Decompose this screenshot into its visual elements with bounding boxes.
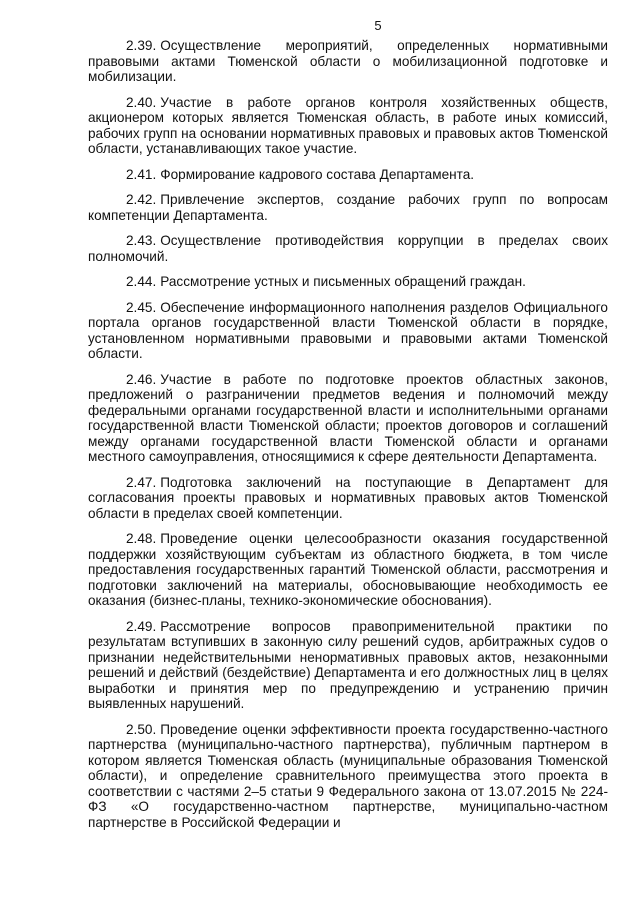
paragraph-text: Проведение оценки эффективности проекта государственно-частного партнерства (муниципально-частного партнерства), публичным партнером в котором является Тюменская область (муниципальные образования Тюменской области), и определение сравнительного преимущества этого проекта в соответствии с частями 2–5 статьи 9 Федерального закона от 13.07.2015 № 224-ФЗ «О государственно-частном партнерстве, муниципально-частном партнерстве в Российской Федерации и [88,721,608,830]
paragraph-2-39 [88,38,608,85]
paragraph-text: Рассмотрение вопросов правоприменительной практики по результатам вступивших в законную силу решений судов, арбитражных судов о признании недействительными ненормативных правовых актов, незаконными решений и действий (бездействие) Департамента и его должностных лиц в целях выработки и принятия мер по предупреждению и устранению причин выявленных нарушений. [88,618,608,711]
paragraph-2-40 [88,95,608,157]
paragraph-text: Обеспечение информационного наполнения разделов Официального портала органов государственной власти Тюменской области в порядке, установленном нормативными правовыми и правовыми актами Тюменской области. [88,299,608,361]
paragraph-number: 2.48. [126,531,157,546]
paragraph-text: Проведение оценки целесообразности оказания государственной поддержки хозяйствующим субъектам из областного бюджета, в том числе предоставления государственных гарантий Тюменской области, рассмотрения и подготовки заключений на материалы, обосновывающие необходимость ее оказания (бизнес-планы, технико-экономические обоснования). [88,531,608,608]
paragraph-text: Формирование кадрового состава Департамента. [160,166,475,182]
paragraph-number: 2.43. [126,233,157,248]
paragraph-2-49 [88,619,608,712]
paragraph-text: Подготовка заключений на поступающие в Департамент для согласования проекты правовых и нормативных правовых актов Тюменской области в пределах своей компетенции. [88,474,608,521]
paragraph-number: 2.46. [126,371,157,387]
paragraph-number: 2.44. [126,274,157,289]
paragraph-text: Рассмотрение устных и письменных обращений граждан. [160,274,526,289]
paragraph-2-46 [88,372,608,465]
paragraph-2-50 [88,722,608,831]
paragraph-text: Привлечение экспертов, создание рабочих групп по вопросам компетенции Департамента. [88,192,608,223]
page-number: 5 [374,18,382,33]
paragraph-2-45 [88,300,608,362]
paragraph-number: 2.42. [126,192,157,207]
paragraph-text: Участие в работе органов контроля хозяйственных обществ, акционером которых является Тюменская область, в работе иных комиссий, рабочих групп на основании нормативных правовых и правовых актов Тюменской области, устанавливающих такое участие. [88,94,608,156]
paragraph-number: 2.49. [126,618,157,634]
paragraph-text: Осуществление противодействия коррупции в пределах своих полномочий. [88,233,608,264]
paragraph-number: 2.40. [126,94,157,110]
paragraph-2-47 [88,475,608,522]
paragraph-number: 2.50. [126,721,157,737]
paragraph-text: Участие в работе по подготовке проектов областных законов, предложений о разграничении предметов ведения и полномочий между федеральными органами государственной власти и исполнительными органами государственной власти Тюменской области; проектов договоров и соглашений между органами государственной власти Тюменской области и органами местного самоуправления, относящимися к сфере деятельности Департамента. [88,371,608,464]
paragraph-2-43 [88,233,608,264]
paragraph-2-44 [88,274,608,290]
paragraph-2-42 [88,192,608,223]
paragraph-2-41 [88,167,608,183]
paragraph-number: 2.41. [126,166,157,182]
paragraph-number: 2.45. [126,299,157,315]
paragraph-2-48 [88,531,608,609]
paragraph-number: 2.47. [126,474,157,490]
paragraph-text: Осуществление мероприятий, определенных нормативными правовыми актами Тюменской области о мобилизационной подготовке и мобилизации. [88,38,608,84]
paragraph-number: 2.39. [126,38,157,53]
